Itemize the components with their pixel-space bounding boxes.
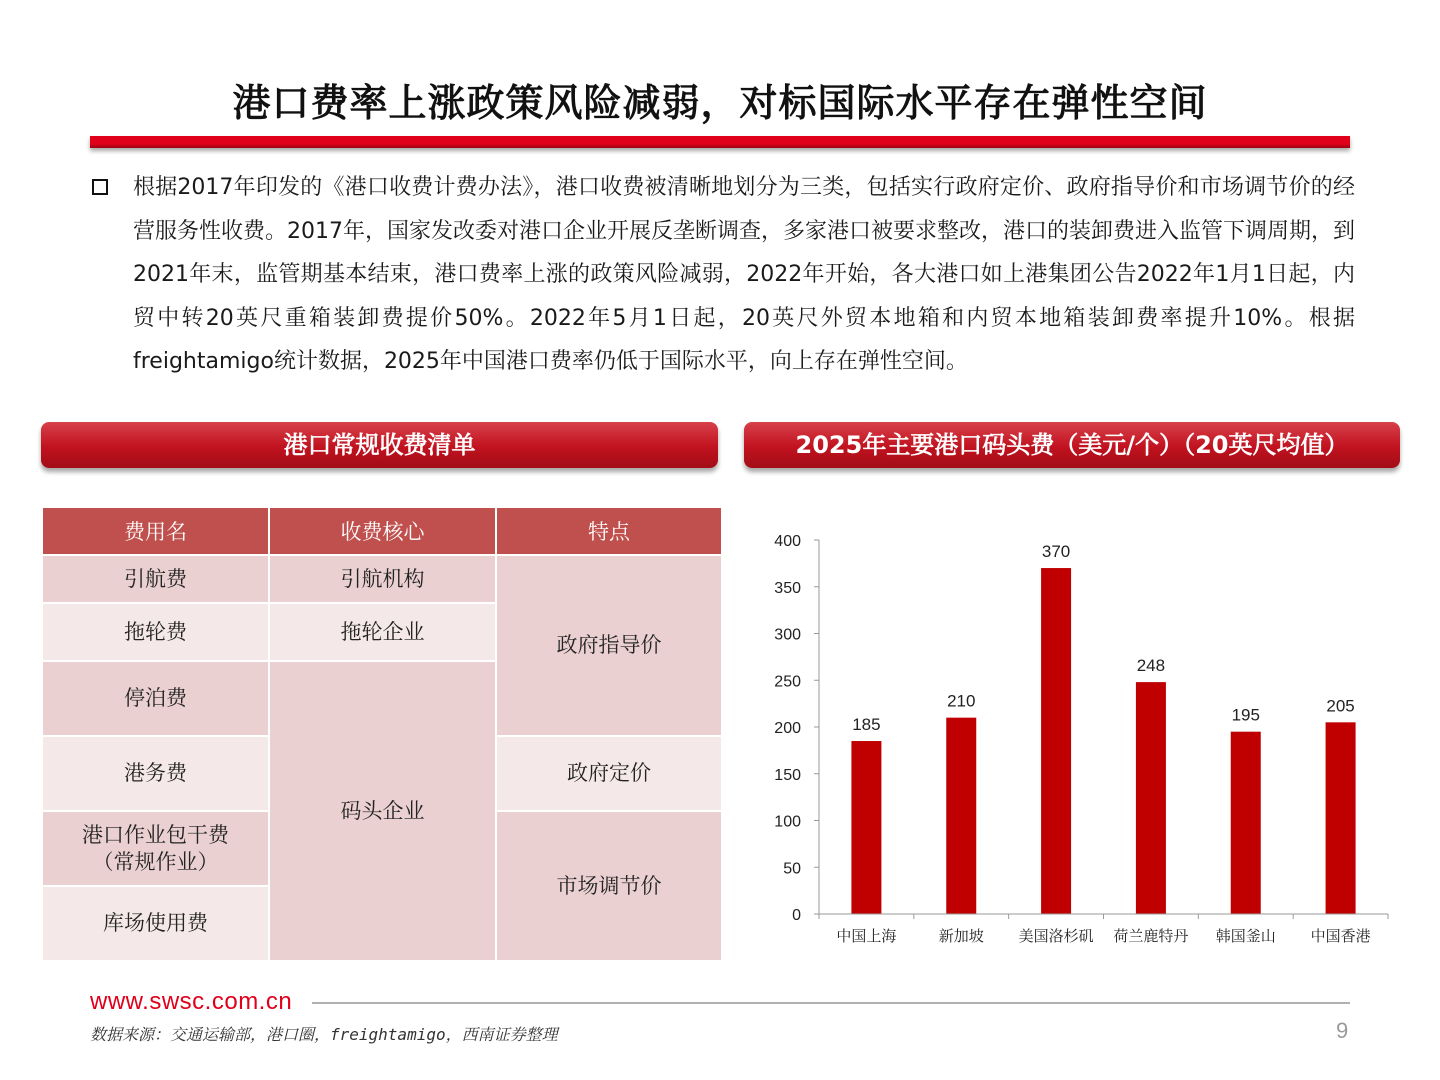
x-category-label: 荷兰鹿特丹 (1113, 928, 1189, 945)
page-title: 港口费率上涨政策风险减弱，对标国际水平存在弹性空间 (232, 81, 1208, 125)
feature-cell: 市场调节价 (496, 811, 722, 961)
bar-value-label: 370 (1041, 542, 1071, 562)
footer-divider (312, 1002, 1350, 1004)
port-fee-chart (744, 520, 1400, 960)
chart-header: 2025年主要港口码头费（美元/个）（20英尺均值） (744, 422, 1400, 468)
x-category-label: 新加坡 (938, 928, 984, 945)
core-cell: 码头企业 (269, 661, 496, 961)
table-header-row (42, 507, 722, 555)
bar (1231, 732, 1261, 914)
fee-cell: 停泊费 (42, 661, 269, 736)
bar (1326, 722, 1356, 914)
bar-value-label: 195 (1231, 705, 1260, 725)
col-header-fee: 费用名 (42, 507, 269, 555)
core-cell: 引航机构 (269, 555, 496, 603)
page-number: 9 (1336, 1018, 1349, 1043)
x-category-label: 美国洛杉矶 (1018, 928, 1094, 945)
title-underline-bar (90, 136, 1350, 148)
bar (1041, 568, 1071, 914)
fee-cell-line: （常规作业） (92, 849, 219, 874)
fee-cell: 引航费 (42, 555, 269, 603)
x-category-label: 中国香港 (1310, 928, 1371, 945)
bar-value-label: 205 (1326, 696, 1355, 716)
fee-cell: 港务费 (42, 736, 269, 811)
bar (851, 741, 881, 914)
col-header-feature: 特点 (496, 507, 722, 555)
bullet-square-icon (92, 179, 108, 195)
fee-cell-line: 港口作业包干费 (82, 822, 229, 847)
fee-list-header: 港口常规收费清单 (41, 422, 718, 468)
feature-cell: 政府指导价 (496, 555, 722, 736)
fee-cell (42, 811, 269, 886)
feature-cell: 政府定价 (496, 736, 722, 811)
y-tick-label: 300 (774, 626, 801, 644)
x-category-label: 中国上海 (836, 928, 897, 945)
y-tick-label: 50 (783, 860, 801, 878)
y-tick-label: 250 (774, 673, 801, 691)
bar-value-label: 248 (1136, 656, 1166, 676)
y-tick-label: 200 (774, 720, 801, 737)
bar (946, 718, 976, 914)
table-row (42, 555, 722, 603)
summary-paragraph: 根据2017年印发的《港口收费计费办法》，港口收费被清晰地划分为三类，包括实行政府定价、政府指导价和市场调节价的经营服务性收费。2017年，国家发改委对港口企业开展反垄断调查，多家港口被要求整改，港口的装卸费进入监管下调周期，到2021年末，监管期基本结束，港口费率上涨的政策风险减弱，2022年开始，各大港口如上港集团公告2022年1月1日起，内贸中转20英尺重箱装卸费提价50%。2022年5月1日起，20英尺外贸本地箱和内贸本地箱装卸费率提升10%。根据freightamigo统计数据，2025年中国港口费率仍低于国际水平，向上存在弹性空间。 (133, 175, 1355, 374)
bar (1136, 682, 1166, 914)
core-cell: 拖轮企业 (269, 603, 496, 661)
y-tick-label: 150 (774, 766, 801, 784)
y-tick-label: 100 (774, 813, 801, 831)
footer-url[interactable]: www.swsc.com.cn (90, 988, 293, 1015)
col-header-core: 收费核心 (269, 507, 496, 555)
bar-value-label: 185 (852, 715, 881, 735)
y-tick-label: 400 (774, 533, 801, 550)
y-tick-label: 350 (774, 579, 801, 597)
data-source: 数据来源：交通运输部，港口圈，freightamigo，西南证券整理 (90, 1025, 558, 1044)
x-category-label: 韩国釜山 (1215, 928, 1276, 945)
bar-value-label: 210 (947, 691, 976, 711)
fee-cell: 拖轮费 (42, 603, 269, 661)
y-tick-label: 0 (792, 907, 801, 924)
fee-table (41, 506, 723, 962)
fee-cell: 库场使用费 (42, 886, 269, 961)
